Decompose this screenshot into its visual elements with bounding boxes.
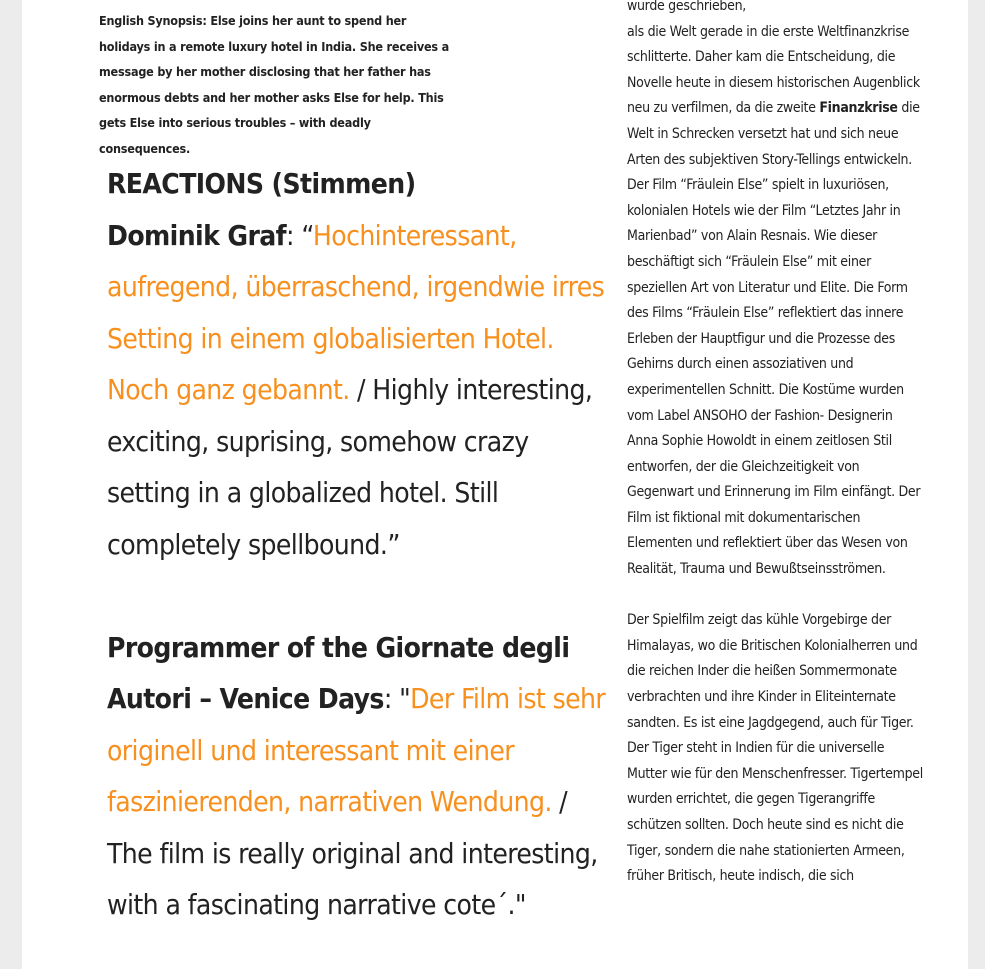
reactions-heading: REACTIONS (Stimmen) bbox=[107, 167, 416, 200]
right-column-article bbox=[627, 0, 927, 890]
quote-german-text: Der Film ist sehr originell und interessant mit einer faszinierenden, narrativen Wendung. bbox=[107, 682, 606, 818]
quote-dominik-graf bbox=[107, 219, 604, 561]
spacer bbox=[107, 570, 607, 622]
article-text: als die Welt gerade in die erste Weltfinanzkrise schlitterte. Daher kam die Entscheidung, die Novelle heute in diesem historischen Augenblick neu zu verfilmen, da die zweite bbox=[627, 23, 920, 117]
quote-separator: : " bbox=[383, 682, 411, 715]
quote-separator: : “ bbox=[286, 218, 313, 252]
article-line: wurde geschrieben, bbox=[627, 0, 746, 14]
quote-german-text: Hochinteressant, aufregend, überraschend, irgendwie irres Setting in einem globalisierten Hotel. Noch ganz gebannt. bbox=[107, 218, 605, 406]
reactions-section bbox=[107, 158, 607, 931]
quote-author: Dominik Graf bbox=[107, 218, 287, 252]
quote-english-text: / The film is really original and interesting, with a fascinating narrative cote´." bbox=[107, 785, 598, 921]
article-paragraph-2: Der Spielfilm zeigt das kühle Vorgebirge der Himalayas, wo die Britischen Kolonialherren und die reichen Inder die heißen Sommermonate verbrachten und ihre Kinder in Eliteinternate sandten. Es ist eine Jagdgegend, auch für Tiger. Der Tiger steht in Indien für die universelle Mutter wie für den Menschenfresser. Tigertempel wurden errichtet, die gegen Tigerangriffe schützen sollten. Doch heute sind es nicht die Tiger, sondern die nahe stationierten Armeen, früher Britisch, heute indisch, die sich bbox=[627, 612, 923, 885]
quote-venice-days bbox=[107, 631, 605, 922]
article-text: die Welt in Schrecken versetzt hat und sich neue Arten des subjektiven Story-Tellings entwickeln. Der Film “Fräulein Else” spielt in luxuriösen, kolonialen Hotels wie der Film “Letztes Jahr in Marienbad” von Alain Resnais. Wie dieser beschäftigt sich “Fräulein Else” mit einer speziellen Art von Literatur und Elite. Die Form des Films “Fräulein Else” reflektiert das innere Erleben der Hauptfigur und die Prozesse des Gehirns durch einen assoziativen und experimentellen Schnitt. Die Kostüme wurden vom Label ANSOHO der Fashion- Designerin Anna Sophie Howoldt in einem zeitlosen Stil entworfen, der die Gleichzeitigkeit von Gegenwart und Erinnerung im Film einfängt. Der Film ist fiktional mit dokumentarischen Elementen und reflektiert über das Wesen von Realität, Trauma und Bewußtseinsströmen. bbox=[627, 100, 921, 578]
article-page bbox=[22, 0, 968, 969]
english-synopsis: English Synopsis: Else joins her aunt to spend her holidays in a remote luxury hotel in India. She receives a message by her mother disclosing that her father has enormous debts and her mother asks Else for help. This gets Else into serious troubles – with deadly consequences. bbox=[99, 13, 450, 156]
quote-author: Programmer of the Giornate degli Autori – Venice Days bbox=[107, 630, 570, 715]
quote-english-text: / Highly interesting, exciting, suprising, somehow crazy setting in a globalized hotel. Still completely spellbound.” bbox=[107, 373, 593, 561]
article-paragraph-1 bbox=[627, 0, 927, 583]
article-bold-term: Finanzkrise bbox=[819, 100, 898, 117]
